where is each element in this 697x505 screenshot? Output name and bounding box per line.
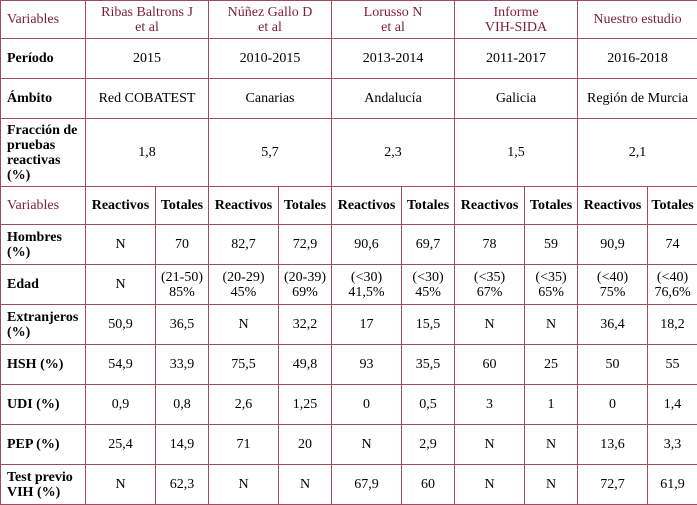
table-row — [1, 385, 697, 425]
table-row — [1, 345, 697, 385]
data-cell: 32,2 — [279, 305, 332, 345]
study-header: Lorusso N et al — [332, 1, 455, 39]
data-cell: 0,9 — [86, 385, 156, 425]
summary-cell: 2,1 — [578, 119, 697, 187]
variables-header: Variables — [1, 1, 86, 39]
summary-cell: 2016-2018 — [578, 39, 697, 79]
data-cell: (<40) 76,6% — [648, 265, 697, 305]
data-cell: 55 — [648, 345, 697, 385]
row-label: Fracción de pruebas reactivas (%) — [1, 119, 86, 187]
row-label: Hombres (%) — [1, 225, 86, 265]
row-label: Período — [1, 39, 86, 79]
data-cell: 54,9 — [86, 345, 156, 385]
data-cell: 2,6 — [209, 385, 279, 425]
summary-cell: Canarias — [209, 79, 332, 119]
data-cell: (<30) 41,5% — [332, 265, 402, 305]
data-cell: 90,6 — [332, 225, 402, 265]
data-cell: N — [455, 465, 525, 505]
data-cell: 49,8 — [279, 345, 332, 385]
reactivos-header: Reactivos — [86, 187, 156, 225]
data-cell: 0 — [578, 385, 648, 425]
table-row — [1, 425, 697, 465]
reactivos-header: Reactivos — [332, 187, 402, 225]
data-cell: 72,7 — [578, 465, 648, 505]
reactivos-header: Reactivos — [209, 187, 279, 225]
summary-cell: 5,7 — [209, 119, 332, 187]
row-label: Test previo VIH (%) — [1, 465, 86, 505]
summary-cell: Región de Murcia — [578, 79, 697, 119]
data-cell: N — [332, 425, 402, 465]
summary-row — [1, 39, 697, 79]
data-cell: 93 — [332, 345, 402, 385]
summary-cell: 2013-2014 — [332, 39, 455, 79]
data-cell: 33,9 — [156, 345, 209, 385]
row-label: Extranjeros (%) — [1, 305, 86, 345]
row-label: Ámbito — [1, 79, 86, 119]
summary-cell: 1,8 — [86, 119, 209, 187]
data-cell: 3 — [455, 385, 525, 425]
data-cell: (<30) 45% — [402, 265, 455, 305]
table-row — [1, 225, 697, 265]
data-cell: N — [86, 265, 156, 305]
data-cell: 20 — [279, 425, 332, 465]
summary-cell: Red COBATEST — [86, 79, 209, 119]
data-cell: 13,6 — [578, 425, 648, 465]
data-cell: 62,3 — [156, 465, 209, 505]
data-cell: 1,4 — [648, 385, 697, 425]
data-cell: 72,9 — [279, 225, 332, 265]
data-cell: 59 — [525, 225, 578, 265]
summary-cell: 2010-2015 — [209, 39, 332, 79]
data-cell: N — [279, 465, 332, 505]
reactivos-header: Reactivos — [578, 187, 648, 225]
totales-header: Totales — [648, 187, 697, 225]
data-cell: 36,4 — [578, 305, 648, 345]
reactivos-header: Reactivos — [455, 187, 525, 225]
table-row — [1, 265, 697, 305]
table-row — [1, 305, 697, 345]
data-cell: 18,2 — [648, 305, 697, 345]
data-cell: 1,25 — [279, 385, 332, 425]
study-header: Ribas Baltrons J et al — [86, 1, 209, 39]
summary-row — [1, 79, 697, 119]
data-cell: N — [209, 465, 279, 505]
data-cell: N — [455, 425, 525, 465]
summary-cell: 2,3 — [332, 119, 455, 187]
data-cell: 15,5 — [402, 305, 455, 345]
data-cell: 36,5 — [156, 305, 209, 345]
header-row — [1, 1, 697, 39]
data-cell: N — [209, 305, 279, 345]
data-cell: (20-39) 69% — [279, 265, 332, 305]
data-cell: (<35) 65% — [525, 265, 578, 305]
study-header: Núñez Gallo D et al — [209, 1, 332, 39]
data-cell: 90,9 — [578, 225, 648, 265]
data-cell: N — [86, 225, 156, 265]
data-cell: 14,9 — [156, 425, 209, 465]
totales-header: Totales — [279, 187, 332, 225]
data-cell: N — [525, 425, 578, 465]
data-cell: 75,5 — [209, 345, 279, 385]
table-row — [1, 465, 697, 505]
data-cell: 25 — [525, 345, 578, 385]
study-header: Informe VIH-SIDA — [455, 1, 578, 39]
data-cell: 74 — [648, 225, 697, 265]
data-cell: 67,9 — [332, 465, 402, 505]
data-cell: (<40) 75% — [578, 265, 648, 305]
summary-row — [1, 119, 697, 187]
data-cell: N — [525, 305, 578, 345]
data-cell: 25,4 — [86, 425, 156, 465]
data-cell: 71 — [209, 425, 279, 465]
totales-header: Totales — [402, 187, 455, 225]
data-cell: N — [525, 465, 578, 505]
data-cell: 35,5 — [402, 345, 455, 385]
data-cell: 17 — [332, 305, 402, 345]
data-cell: N — [455, 305, 525, 345]
summary-cell: 2011-2017 — [455, 39, 578, 79]
row-label: HSH (%) — [1, 345, 86, 385]
summary-cell: Galicia — [455, 79, 578, 119]
data-cell: 0,5 — [402, 385, 455, 425]
data-cell: 1 — [525, 385, 578, 425]
data-cell: 2,9 — [402, 425, 455, 465]
data-cell: (20-29) 45% — [209, 265, 279, 305]
variables-subheader: Variables — [1, 187, 86, 225]
data-cell: 0,8 — [156, 385, 209, 425]
row-label: UDI (%) — [1, 385, 86, 425]
summary-cell: 1,5 — [455, 119, 578, 187]
data-cell: (<35) 67% — [455, 265, 525, 305]
data-cell: 50,9 — [86, 305, 156, 345]
data-cell: (21-50) 85% — [156, 265, 209, 305]
data-cell: 82,7 — [209, 225, 279, 265]
data-cell: N — [86, 465, 156, 505]
data-cell: 70 — [156, 225, 209, 265]
totales-header: Totales — [156, 187, 209, 225]
summary-cell: 2015 — [86, 39, 209, 79]
data-cell: 3,3 — [648, 425, 697, 465]
data-cell: 78 — [455, 225, 525, 265]
summary-cell: Andalucía — [332, 79, 455, 119]
row-label: Edad — [1, 265, 86, 305]
row-label: PEP (%) — [1, 425, 86, 465]
data-cell: 61,9 — [648, 465, 697, 505]
data-cell: 50 — [578, 345, 648, 385]
subheader-row — [1, 187, 697, 225]
data-cell: 60 — [402, 465, 455, 505]
data-cell: 0 — [332, 385, 402, 425]
data-cell: 69,7 — [402, 225, 455, 265]
totales-header: Totales — [525, 187, 578, 225]
study-header: Nuestro estudio — [578, 1, 697, 39]
data-cell: 60 — [455, 345, 525, 385]
